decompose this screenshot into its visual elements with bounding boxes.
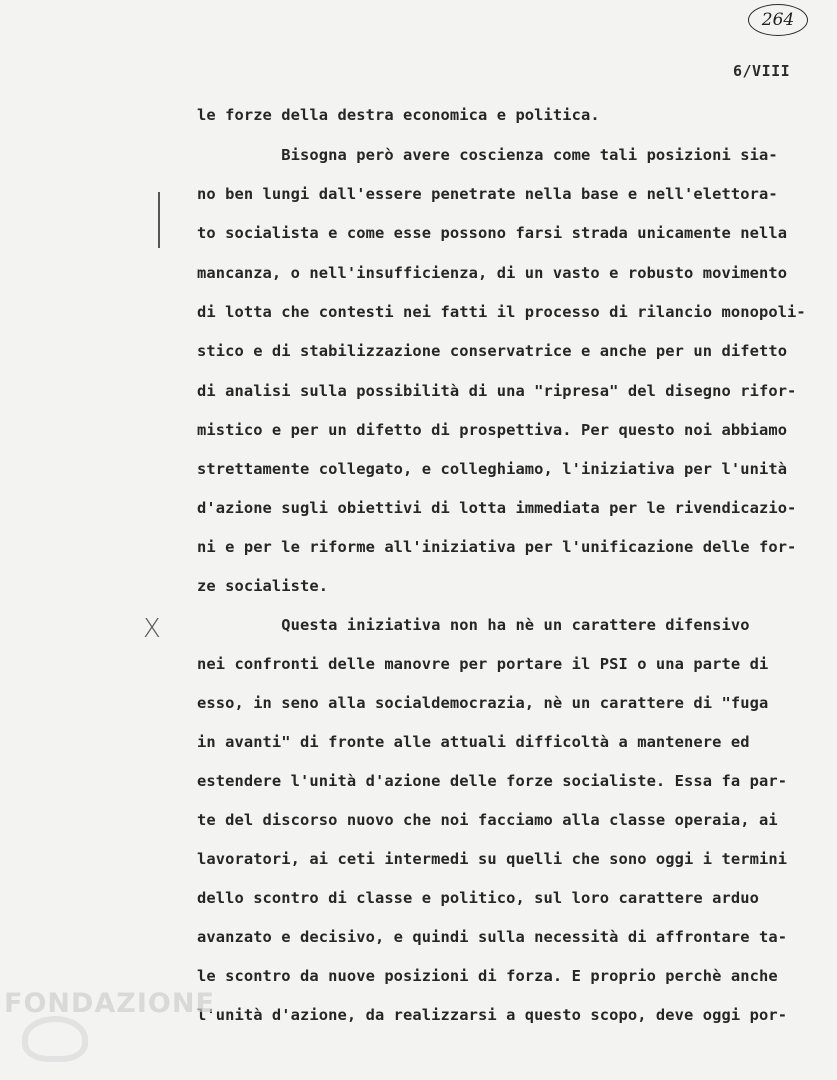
text-line: l'unità d'azione, da realizzarsi a questo scopo, deve oggi por-: [197, 1006, 788, 1024]
margin-vertical-mark: [158, 192, 160, 248]
text-line: in avanti" di fronte alle attuali difficoltà a mantenere ed: [197, 733, 750, 751]
text-line: strettamente collegato, e colleghiamo, l'iniziativa per l'unità: [197, 460, 788, 478]
text-line: avanzato e decisivo, e quindi sulla necessità di affrontare ta-: [197, 928, 788, 946]
text-line: mistico e per un difetto di prospettiva. Per questo noi abbiamo: [197, 421, 788, 439]
text-line: stico e di stabilizzazione conservatrice e anche per un difetto: [197, 342, 788, 360]
text-line: Bisogna però avere coscienza come tali posizioni sia-: [197, 146, 778, 164]
text-line: nei confronti delle manovre per portare il PSI o una parte di: [197, 655, 769, 673]
sheet-reference: 6/VIII: [733, 62, 791, 80]
text-line: dello scontro di classe e politico, sul loro carattere arduo: [197, 889, 759, 907]
watermark-text: FONDAZIONE: [4, 988, 215, 1019]
text-line: no ben lungi dall'essere penetrate nella base e nell'elettora-: [197, 185, 778, 203]
text-line: lavoratori, ai ceti intermedi su quelli che sono oggi i termini: [197, 850, 788, 868]
watermark-logo-icon: [22, 1016, 88, 1062]
text-line: ni e per le riforme all'iniziativa per l'unificazione delle for-: [197, 538, 797, 556]
text-line: te del discorso nuovo che noi facciamo alla classe operaia, ai: [197, 811, 778, 829]
text-line: di lotta che contesti nei fatti il processo di rilancio monopoli-: [197, 303, 806, 321]
text-line: le forze della destra economica e politica.: [197, 106, 600, 124]
text-line: di analisi sulla possibilità di una "ripresa" del disegno rifor-: [197, 382, 797, 400]
text-line: ze socialiste.: [197, 577, 329, 595]
text-line: esso, in seno alla socialdemocrazia, nè un carattere di "fuga: [197, 694, 769, 712]
text-line: Questa iniziativa non ha nè un carattere difensivo: [197, 616, 750, 634]
text-line: estendere l'unità d'azione delle forze socialiste. Essa fa par-: [197, 772, 788, 790]
text-line: mancanza, o nell'insufficienza, di un vasto e robusto movimento: [197, 264, 788, 282]
handwritten-page-number: 264: [748, 4, 808, 36]
margin-x-mark: X: [143, 614, 161, 644]
text-line: d'azione sugli obiettivi di lotta immediata per le rivendicazio-: [197, 499, 797, 517]
text-line: le scontro da nuove posizioni di forza. E proprio perchè anche: [197, 967, 778, 985]
text-line: to socialista e come esse possono farsi strada unicamente nella: [197, 224, 788, 242]
